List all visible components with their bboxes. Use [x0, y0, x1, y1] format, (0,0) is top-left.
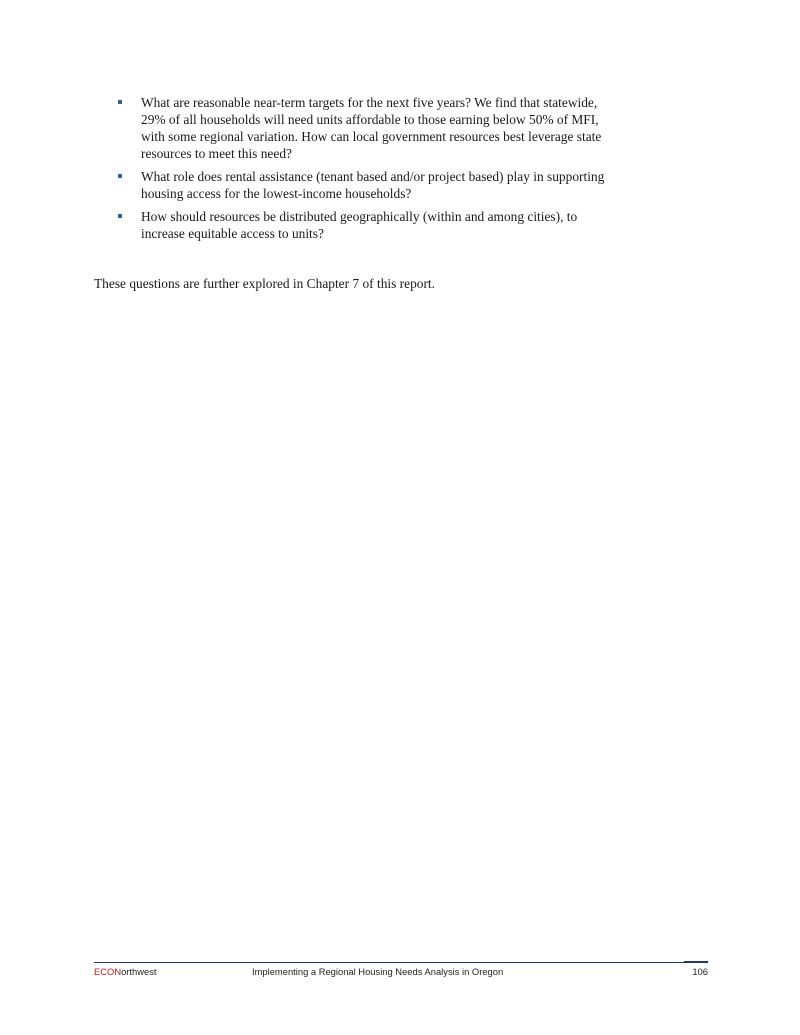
list-item-line: increase equitable access to units?: [141, 226, 324, 241]
list-item-line: housing access for the lowest-income households?: [141, 186, 412, 201]
square-bullet-icon: [118, 214, 122, 218]
question-list: [118, 94, 708, 248]
list-item: [118, 94, 708, 162]
list-item: [118, 208, 708, 242]
list-item-line: What are reasonable near-term targets for the next five years? We find that statewide,: [141, 95, 598, 110]
square-bullet-icon: [118, 100, 122, 104]
closing-paragraph: These questions are further explored in Chapter 7 of this report.: [94, 276, 435, 291]
list-item-line: 29% of all households will need units affordable to those earning below 50% of MFI,: [141, 112, 599, 127]
list-item: [118, 168, 708, 202]
square-bullet-icon: [118, 174, 122, 178]
list-item-line: resources to meet this need?: [141, 146, 292, 161]
list-item-line: What role does rental assistance (tenant based and/or project based) play in supporting: [141, 169, 605, 184]
list-item-line: with some regional variation. How can local government resources best leverage state: [141, 129, 602, 144]
page-footer: [94, 962, 708, 979]
footer-organization: [94, 966, 157, 977]
list-item-line: How should resources be distributed geographically (within and among cities), to: [141, 209, 578, 224]
footer-document-title: Implementing a Regional Housing Needs Analysis in Oregon: [252, 966, 504, 977]
footer-org-prefix: ECON: [94, 966, 122, 977]
footer-org-suffix: orthwest: [121, 966, 157, 977]
page-number: 106: [684, 961, 708, 977]
